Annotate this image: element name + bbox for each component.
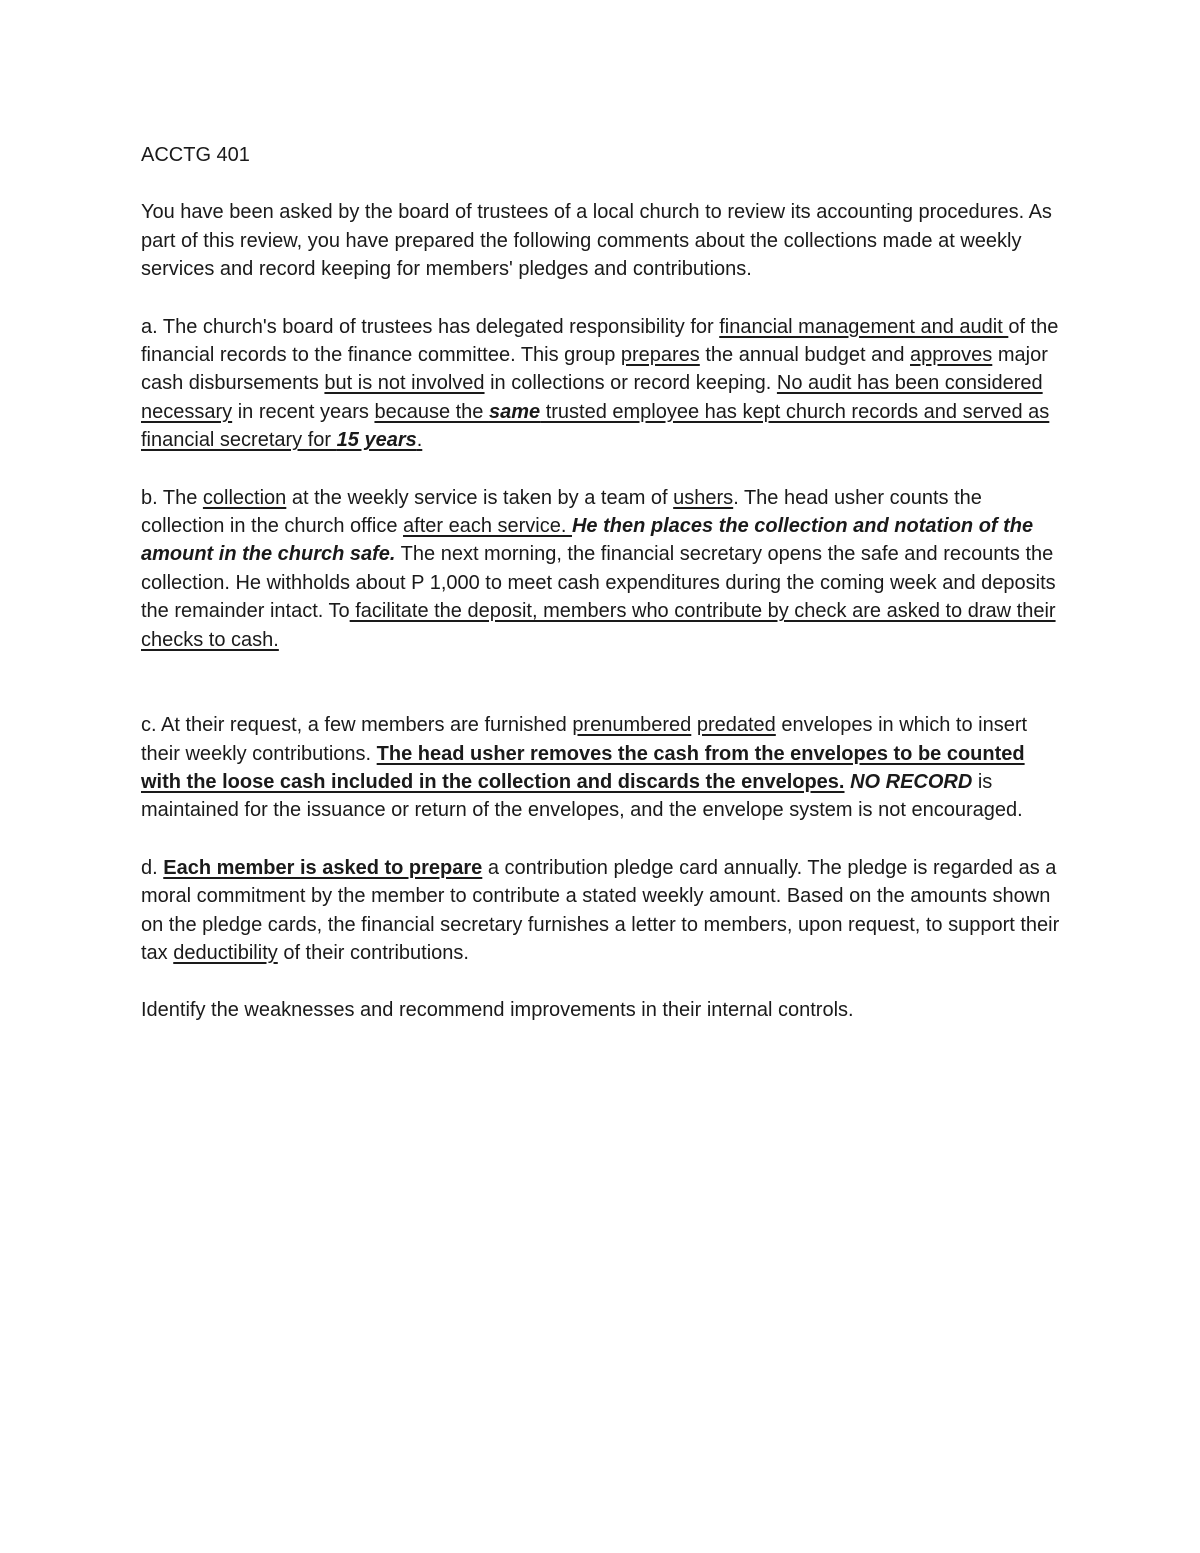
text-span: in recent years — [232, 400, 375, 423]
paragraph-d — [141, 854, 1066, 968]
underlined-text: prenumbered — [572, 714, 692, 737]
document-page — [141, 141, 1066, 1025]
underlined-text: ushers — [673, 486, 734, 509]
text-span: a contribution pledge card annually. The pledge is regarded as a moral commitment by the member to contribute a stated weekly amount. Based on the amounts shown on the pledge cards, the financial secretary furnishes a letter to members, upon request, to support their tax — [141, 856, 1060, 964]
text-span: The next morning, the financial secretary opens the safe and recounts the collection. He withholds about P 1,000 to meet cash expenditures during the coming week and deposits the remainder intact. To — [141, 543, 1056, 623]
underlined-text: financial management and audit — [719, 315, 1009, 338]
text-span: of their contributions. — [277, 941, 469, 964]
document-title: ACCTG 401 — [141, 144, 250, 166]
bold-underlined-text: The head usher removes the cash from the envelopes to be counted with the loose cash included in the collection and discards the envelopes. — [141, 742, 1025, 793]
bold-underlined-text: Each member is asked to prepare — [163, 856, 483, 879]
underlined-text: after each service. — [403, 515, 572, 538]
underlined-text: predated — [696, 714, 776, 737]
underlined-text: because the — [374, 400, 489, 423]
text-span: . The head usher counts the collection in the church office — [141, 486, 982, 538]
text-span: in collections or record keeping. — [484, 372, 777, 395]
paragraph-b — [141, 484, 1066, 654]
text-span: c. At their request, a few members are furnished — [141, 714, 573, 737]
emphasis-text: same — [488, 400, 541, 423]
underlined-text: facilitate the deposit, members who contribute by check are asked to draw their checks to cash. — [141, 600, 1056, 651]
underlined-text: prepares — [620, 344, 700, 367]
intro-paragraph: You have been asked by the board of trustees of a local church to review its accounting procedures. As part of this review, you have prepared the following comments about the collections made at weekly services and record keeping for members' pledges and contributions. — [141, 201, 1052, 281]
text-span: of the financial records to the finance committee. This group — [141, 315, 1059, 367]
paragraph-a — [141, 313, 1066, 455]
underlined-text: approves — [910, 344, 993, 367]
emphasis-text: NO RECORD — [850, 770, 973, 793]
text-span: b. The — [141, 486, 203, 509]
underlined-text: deductibility — [173, 941, 278, 964]
text-span: a. The church's board of trustees has delegated responsibility for — [141, 315, 720, 338]
underlined-text: collection — [202, 486, 287, 509]
paragraph-c — [141, 711, 1066, 825]
underlined-text: No audit has been considered necessary — [141, 372, 1043, 423]
emphasis-text: 15 years — [336, 429, 417, 452]
underlined-text: trusted employee has kept church records and served as financial secretary for — [141, 400, 1050, 452]
text-span: is maintained for the issuance or return of the envelopes, and the envelope system is not encouraged. — [141, 770, 1023, 822]
text-span: envelopes in which to insert their weekly contributions. — [141, 714, 1028, 765]
emphasis-text: He then places the collection and notation of the amount in the church safe. — [141, 515, 1034, 566]
underlined-text: . — [416, 429, 423, 452]
underlined-text: but is not involved — [324, 372, 485, 395]
text-span: major cash disbursements — [141, 344, 1048, 395]
text-span: d. — [141, 856, 164, 879]
text-span: the annual budget and — [699, 344, 910, 367]
text-span: at the weekly service is taken by a team of — [286, 486, 674, 509]
closing-instruction: Identify the weaknesses and recommend improvements in their internal controls. — [141, 999, 854, 1022]
